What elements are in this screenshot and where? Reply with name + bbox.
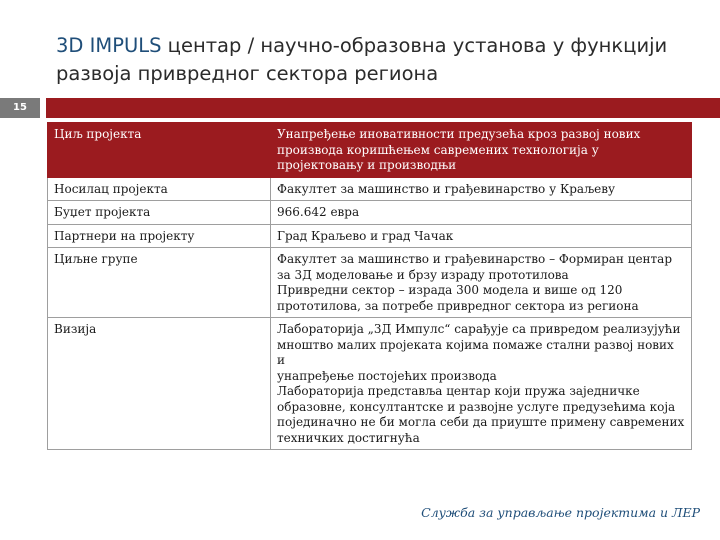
row-value [271,201,692,225]
title-line1-rest: центар / научно-образовна установа у функцији [161,34,668,57]
row-value-line: Лабораторија „3Д Импулс“ сарађује са привредом реализујући [277,322,681,336]
row-value-line: пројектовању и производњи [277,158,457,172]
slide-header-bar [0,98,720,118]
row-value-line: Факултет за машинство и грађевинарство у Краљеву [277,181,616,196]
row-value-line: појединачно не би могла себи да приуште примену савремених [277,415,685,429]
table-row [48,248,692,318]
title-line2: развоја привредног сектора региона [56,62,439,85]
row-value [271,318,692,450]
footer-department: Служба за управљање пројектима и ЛЕР [421,505,700,520]
row-value [271,177,692,201]
table-row [48,224,692,248]
table-row [48,201,692,225]
row-value-line: техничких достигнућа [277,430,420,445]
row-label: Циљ пројекта [48,123,271,178]
row-value-line: Лабораторија представља центар који пружа заједничке [277,384,640,398]
row-value-line: 966.642 евра [277,205,360,219]
row-value-line: Унапређење иновативности предузећа кроз развој нових [277,127,641,141]
row-value-line: производа коришћењем савремених технологија у [277,142,599,157]
page-title [56,32,696,88]
row-value-line: прототилова, за потребе привредног сектора из региона [277,298,639,313]
row-label: Носилац пројекта [48,177,271,201]
row-value-line: за 3Д моделовање и брзу израду прототилова [277,267,569,282]
title-brand: 3D IMPULS [56,34,162,57]
row-value-line: образовне, консултантске и развојне услуге предузећима која [277,399,676,414]
row-label: Визија [48,318,271,450]
row-value [271,123,692,178]
row-value-line: Привредни сектор – израда 300 модела и више од 120 [277,283,623,297]
row-value-line: Град Краљево и град Чачак [277,228,454,243]
row-label: Циљне групе [48,248,271,318]
row-value [271,248,692,318]
row-value-line: мноштво малих пројеката којима помаже стални развој нових и [277,337,674,367]
row-value-line: Факултет за машинство и грађевинарство – Формиран центар [277,252,673,266]
slide-number: 15 [0,98,40,118]
row-label: Буџет пројекта [48,201,271,225]
project-info-table [47,122,692,450]
table-row [48,318,692,450]
table-row [48,177,692,201]
row-value-line: унапређење постојећих производа [277,368,497,383]
accent-stripe [46,98,720,118]
row-value [271,224,692,248]
project-info-body [48,123,692,450]
table-row [48,123,692,178]
row-label: Партнери на пројекту [48,224,271,248]
